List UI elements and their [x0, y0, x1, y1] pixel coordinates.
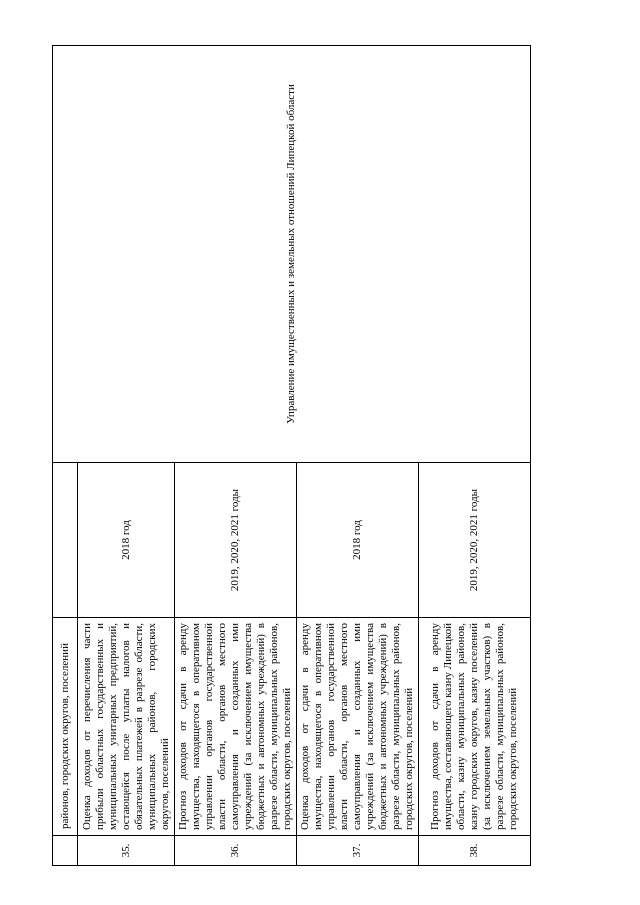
row-period: 2019, 2020, 2021 годы — [419, 463, 531, 618]
row-number: 38. — [419, 836, 531, 866]
row-period: 2018 год — [297, 463, 419, 618]
row-description: Оценка доходов от сдачи в аренду имущества, находящегося в оперативном управлении органов государственной власти области, органов местного самоуправления и созданных ими учреждений (за исключением имущества бюджетных и автономных учреждений) в разрезе области, муниципальных районов, городских округов, поселений — [297, 618, 419, 836]
continuation-text: районов, городских округов, поселений — [53, 618, 78, 836]
row-description: Прогноз доходов от сдачи в аренду имущества, находящегося в оперативном управлении органов государственной власти области, органов местного самоуправления и созданных ими учреждений (за исключением имущества бюджетных и автономных учреждений) в разрезе области, муниципальных районов, городских округов, поселений — [175, 618, 297, 836]
row-period: 2018 год — [78, 463, 175, 618]
row-number: 37. — [297, 836, 419, 866]
row-number: 35. — [78, 836, 175, 866]
row-number: 36. — [175, 836, 297, 866]
row-description: Оценка доходов от перечисления части прибыли областных государственных и муниципальных унитарных предприятий, остающейся после уплаты налогов и обязательных платежей в разрезе области, муниципальных районов, городских округов, поселений — [78, 618, 175, 836]
table-row-continuation — [53, 46, 78, 866]
num-cell-empty — [53, 836, 78, 866]
measures-table — [52, 45, 531, 866]
rotated-page — [52, 46, 522, 866]
row-description: Прогноз доходов от сдачи в аренду имущества, составляющего казну Липецкой области, казну муниципальных районов, казну городских округов, казну поселений (за исключением земельных участков) в разрезе области, муниципальных районов, городских округов, поселений — [419, 618, 531, 836]
responsible-org: Управление имущественных и земельных отношений Липецкой области — [53, 46, 531, 463]
row-period: 2019, 2020, 2021 годы — [175, 463, 297, 618]
period-cell-empty — [53, 463, 78, 618]
